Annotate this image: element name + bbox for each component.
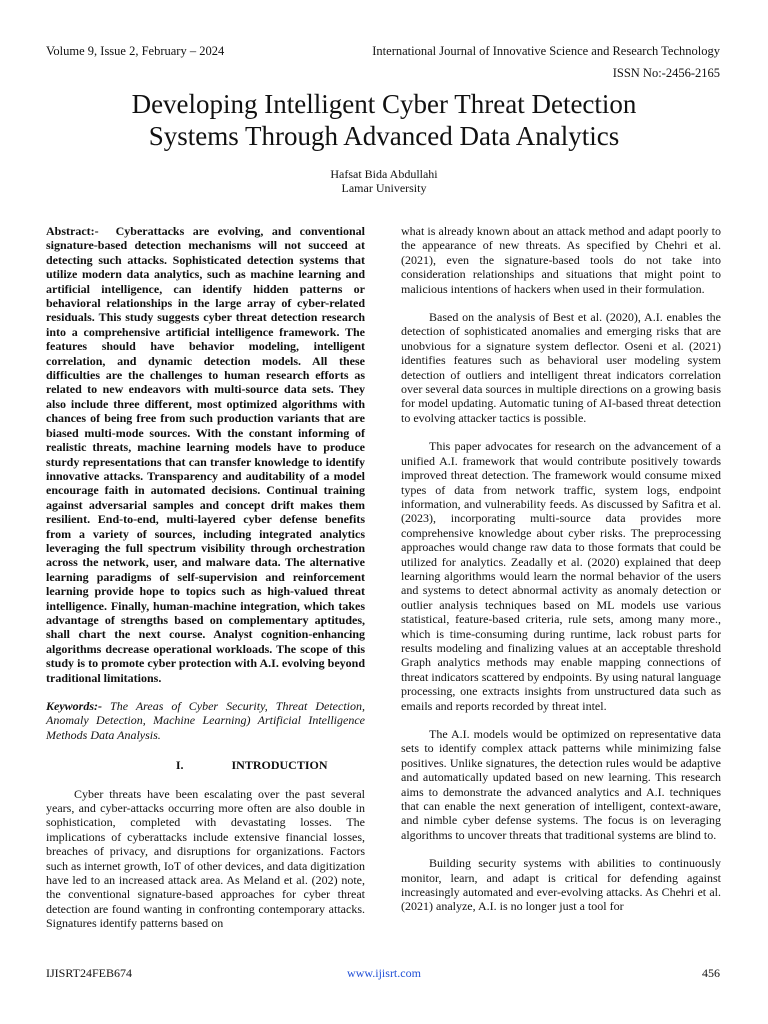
journal-name: International Journal of Innovative Science and Research Technology [372,44,720,58]
keywords-text: The Areas of Cyber Security, Threat Detection, Anomaly Detection, Machine Learning) Artificial Intelligence Methods Data Analysis. [46,699,366,742]
paragraph: Building security systems with abilities to continuously monitor, learn, and adapt is critical for defending against increasingly automated and ever-evolving attacks. As Chehri et al. (2021) analyze, A.I. is no longer just a tool for [401,856,721,914]
keywords-label: Keywords:- [46,699,102,713]
issn: ISSN No:-2456-2165 [612,66,720,80]
keywords [46,699,365,742]
title-line-2: Systems Through Advanced Data Analytics [148,121,620,151]
abstract-text: Cyberattacks are evolving, and conventional signature-based detection mechanisms will not succeed at detecting such attacks. Sophisticated detection systems that utilize modern data analytics, such as machine learning and artificial intelligence, can identify hidden patterns or behavioral relationships in the large array of cyber-related residuals. This study suggests cyber threat detection research into a comprehensive artificial intelligence framework. The features should have behavior modeling, intelligent correlation, and dynamic detection models. All these difficulties are the challenges to human research efforts as related to new endeavors with multi-source data sets. They also include three different, most optimized algorithms with chances of being free from such production variants that are biased multi-mode sources. With the constant informing of realistic threats, machine learning models have to produce sturdy representations that can transfer knowledge to identify innovative attacks. Transparency and auditability of a model encourage faith in automated decisions. Continual training against adversarial samples and concept drift makes them resilient. End-to-end, multi-layered cyber defense benefits from a variety of sources, including integrated analytics leveraging the full spectrum visibility through orchestration across the network, user, and malware data. The alternative learning paradigms of self-supervision and reinforcement learning provide hope to topics such as high-valued threat intelligence. Finally, human-machine integration, which takes advantage of strengths based on complementary aptitudes, shall chart the next course. Analyst cognition-enhancing algorithms decrease operational workloads. The scope of this study is to promote cyber protection with A.I. evolving beyond traditional limitations. [46,224,365,685]
title-line-1: Developing Intelligent Cyber Threat Detection [131,89,637,119]
author-block [0,167,768,195]
right-column [401,224,721,914]
page-number: 456 [702,966,720,980]
left-column [46,224,365,931]
paragraph: This paper advocates for research on the advancement of a unified A.I. framework that would contribute positively towards improved threat detection. The framework would consume mixed types of data from network traffic, system logs, endpoint information, and vulnerability feeds. As discussed by Safitra et al. (2023), incorporating multi-source data provides more comprehensive knowledge about cyber risks. The preprocessing approaches would change raw data to those formats that could be utilized for analytics. Zeadally et al. (2020) explained that deep learning algorithms would learn the normal behavior of the users and systems to detect abnormal activity as anomaly detection or outlier analysis techniques based on ML models use various statistical, feature-based criteria, rule sets, among many more., which is time-consuming during runtime, lack robust parts for results modeling and finalizing values at an acceptable threshold Graph analytics methods may enable mapping connections of threat indicators scattered by endpoints. By using natural language processing, one extracts insights from unstructured data such as emails and reports recorded by threat intel. [401,439,721,713]
section-number: I. [175,758,184,773]
author-affiliation: Lamar University [341,181,427,195]
paragraph: Cyber threats have been escalating over the past several years, and cyber-attacks occurring more often are also double in sophistication, completed with devastating losses. The implications of cyberattacks include extensive financial losses, breaches of privacy, and disruptions for organizations. Factors such as internet growth, IoT of other devices, and data digitization have led to an increased attack area. As Meland et al. (202) note, the conventional signature-based approaches for cyber threat detection are found wanting in confronting contemporary attacks. Signatures identify patterns based on [46,786,365,931]
abstract-label: Abstract:- [46,224,99,238]
author-name: Hafsat Bida Abdullahi [330,167,438,181]
paragraph: what is already known about an attack method and adapt poorly to the appearance of new threats. As specified by Chehri et al. (2021), even the signature-based tools do not take into consideration relationships and situations that might point to malicious intentions of hackers when used in their formulation. [401,224,721,296]
section-heading [46,758,365,772]
paper-title [40,88,728,152]
footer-code: IJISRT24FEB674 [46,966,132,980]
footer-url[interactable]: www.ijisrt.com [347,966,421,980]
section-title: INTRODUCTION [231,758,328,773]
abstract [46,224,365,685]
paragraph: The A.I. models would be optimized on representative data sets to identify complex attack patterns while minimizing false positives. Unlike signatures, the detection rules would be adaptive and automatically updated based on new learning. This research aims to demonstrate the advanced analytics and A.I. techniques that can enable the next generation of intelligent, context-aware, and nimble cyber defense systems. The focus is on leveraging algorithms to uncover threats that traditional systems are blind to. [401,727,721,842]
volume-info: Volume 9, Issue 2, February – 2024 [46,44,225,58]
paragraph: Based on the analysis of Best et al. (2020), A.I. enables the detection of sophisticated anomalies and emerging risks that are unobvious for a signature system deflector. Oseni et al. (2021) identifies features such as behavioral user modeling system detection of outliers and intelligent threat indicators correlation over several data sources in multiple directions on a growing basis for model updating. Automatic tuning of AI-based threat detection to evolving attacker tactics is possible. [401,310,721,425]
